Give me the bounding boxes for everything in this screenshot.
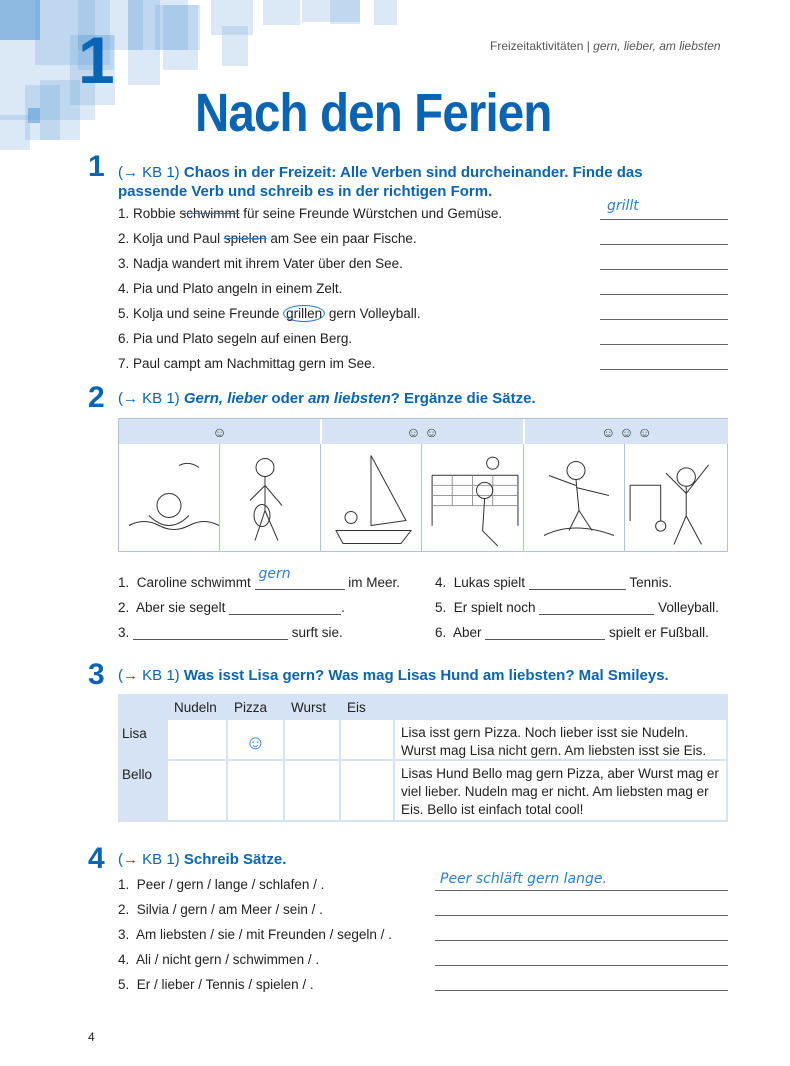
answer-blank[interactable] [529, 576, 626, 590]
answer-line[interactable] [600, 294, 728, 295]
sentence [435, 600, 719, 615]
smiley-cell[interactable] [228, 761, 283, 820]
tennis-boy-picture [220, 444, 321, 552]
prompt: 5. Er / lieber / Tennis / spielen / . [118, 977, 314, 992]
smiley-cell[interactable] [341, 720, 393, 759]
smiley-cell[interactable] [285, 761, 339, 820]
answer-line[interactable] [435, 890, 728, 891]
exercise-1-item [118, 356, 375, 371]
item-text: für seine Freunde Würstchen und Gemüse. [239, 206, 503, 221]
item-text: gern Volleyball. [325, 306, 421, 321]
answer-line[interactable] [435, 990, 728, 991]
exercise-3-instruction: Was isst Lisa gern? Was mag Lisas Hund am liebsten? Mal Smileys. [183, 667, 669, 684]
sentence [118, 566, 401, 590]
sentence-text: Tennis. [625, 575, 673, 590]
sentence-text: Volleyball. [654, 600, 719, 615]
sentence-text: . [341, 600, 345, 615]
exercise-3-heading [118, 666, 669, 685]
smiley-cell[interactable] [168, 720, 226, 759]
exercise-4-heading [118, 850, 286, 869]
answer-line[interactable] [600, 219, 728, 220]
exercise-1-item [118, 306, 420, 321]
sentence-text: 5. Er spielt noch [435, 600, 540, 615]
sentence [435, 625, 709, 640]
sentence-text: 4. Lukas spielt [435, 575, 529, 590]
exercise-1-heading [118, 163, 678, 201]
item-text: 1. Robbie [118, 206, 180, 221]
page-title: Nach den Ferien [195, 83, 552, 143]
prompt: 2. Silvia / gern / am Meer / sein / . [118, 902, 323, 917]
answer-blank[interactable] [229, 601, 341, 615]
answer-line[interactable] [600, 344, 728, 345]
answer-blank[interactable] [133, 626, 288, 640]
exercise-1-item [118, 231, 417, 246]
item-text: 6. Pia und Plato segeln auf einen Berg. [118, 331, 353, 346]
smiley-cell[interactable]: ☺ [228, 720, 283, 759]
answer-line[interactable] [435, 940, 728, 941]
description-text: Lisas Hund Bello mag gern Pizza, aber Wurst mag er viel lieber. Nudeln mag er nicht. Am liebsten mag er Eis. Bello ist einfach total cool! [395, 761, 726, 820]
column-header: Wurst [291, 700, 327, 715]
sentence-text: 6. Aber [435, 625, 486, 640]
kb-reference: (→ KB 1) [118, 667, 180, 684]
exercise-1-item [118, 256, 403, 271]
item-text: 3. Nadja wandert mit ihrem Vater über den See. [118, 256, 403, 271]
exercise-3-number: 3 [88, 658, 105, 691]
smiley-header-1: ☺ [119, 419, 322, 444]
exercise-1-item [118, 331, 352, 346]
answer-line[interactable] [600, 319, 728, 320]
answer-blank[interactable] [539, 601, 654, 615]
smiley-header-2: ☺ ☺ [322, 419, 525, 444]
answer-line[interactable] [435, 965, 728, 966]
exercise-1-item [118, 281, 342, 296]
exercise-4-instruction: Schreib Sätze. [183, 851, 287, 868]
row-header: Lisa [122, 726, 147, 741]
kb-reference: (→ KB 1) [118, 390, 180, 407]
exercise-2-heading [118, 389, 536, 408]
column-header: Pizza [234, 700, 268, 715]
food-table [118, 694, 728, 822]
exercise-1-item [118, 206, 502, 221]
kb-reference: (→ KB 1) [118, 164, 180, 181]
handwritten-answer: grillt [607, 198, 639, 214]
smiley-cell[interactable] [341, 761, 393, 820]
surfing-girl-picture [524, 444, 625, 552]
answer-line[interactable] [435, 915, 728, 916]
sentence-text: 1. Caroline schwimmt [118, 575, 255, 590]
crossed-out-verb: spielen [223, 231, 267, 246]
football-boy-picture [625, 444, 727, 552]
smiley-cell[interactable] [168, 761, 226, 820]
item-text: 4. Pia und Plato angeln in einem Zelt. [118, 281, 343, 296]
prompt: 1. Peer / gern / lange / schlafen / . [118, 877, 325, 892]
chapter-number: 1 [78, 23, 115, 97]
prompt: 4. Ali / nicht gern / schwimmen / . [118, 952, 320, 967]
sentence-text: im Meer. [344, 575, 401, 590]
answer-line[interactable] [600, 269, 728, 270]
sentence [435, 575, 672, 590]
instruction-part: ? Ergänze die Sätze. [390, 390, 536, 407]
sentence-text: 3. [118, 625, 134, 640]
sentence [118, 600, 345, 615]
answer-blank[interactable] [485, 626, 605, 640]
row-header: Bello [122, 767, 153, 782]
handwritten-answer: gern [258, 566, 291, 582]
item-text: 2. Kolja und Paul [118, 231, 224, 246]
answer-blank[interactable] [255, 566, 345, 590]
crossed-out-verb: schwimmt [179, 206, 240, 221]
prompt: 3. Am liebsten / sie / mit Freunden / segeln / . [118, 927, 392, 942]
circled-verb: grillen [283, 305, 325, 322]
exercise-4-number: 4 [88, 842, 105, 875]
column-header: Nudeln [174, 700, 217, 715]
sentence-text: 2. Aber sie segelt [118, 600, 230, 615]
smiley-cell[interactable] [285, 720, 339, 759]
item-text: 7. Paul campt am Nachmittag gern im See. [118, 356, 376, 371]
item-text: am See ein paar Fische. [266, 231, 417, 246]
instruction-part: Gern, lieber [183, 390, 268, 407]
answer-line[interactable] [600, 369, 728, 370]
column-header: Eis [347, 700, 366, 715]
sentence-text: surft sie. [288, 625, 343, 640]
instruction-part: oder [267, 390, 309, 407]
page-number: 4 [88, 1030, 95, 1044]
running-head-grammar: gern, lieber, am liebsten [593, 39, 721, 53]
kb-reference: (→ KB 1) [118, 851, 180, 868]
exercise-1-number: 1 [88, 150, 105, 183]
sentence-text: spielt er Fußball. [605, 625, 709, 640]
item-text: 5. Kolja und seine Freunde [118, 306, 284, 321]
running-head [490, 39, 721, 53]
sentence [118, 625, 343, 640]
exercise-1-instruction: Chaos in der Freizeit: Alle Verben sind durcheinander. Finde das passende Verb und schreib es in der richtigen Form. [118, 164, 643, 200]
exercise-2-number: 2 [88, 381, 105, 414]
sailing-girl-picture [321, 444, 422, 552]
running-head-topic: Freizeitaktivitäten | [490, 39, 594, 53]
swimming-girl-picture [119, 444, 220, 552]
answer-line[interactable] [600, 244, 728, 245]
picture-table [118, 418, 728, 552]
handwritten-answer: Peer schläft gern lange. [440, 871, 607, 887]
volleyball-boy-picture [422, 444, 524, 552]
instruction-part: am liebsten [308, 390, 391, 407]
smiley-header-3: ☺ ☺ ☺ [525, 419, 728, 444]
description-text: Lisa isst gern Pizza. Noch lieber isst sie Nudeln. Wurst mag Lisa nicht gern. Am liebsten isst sie Eis. [395, 720, 726, 759]
